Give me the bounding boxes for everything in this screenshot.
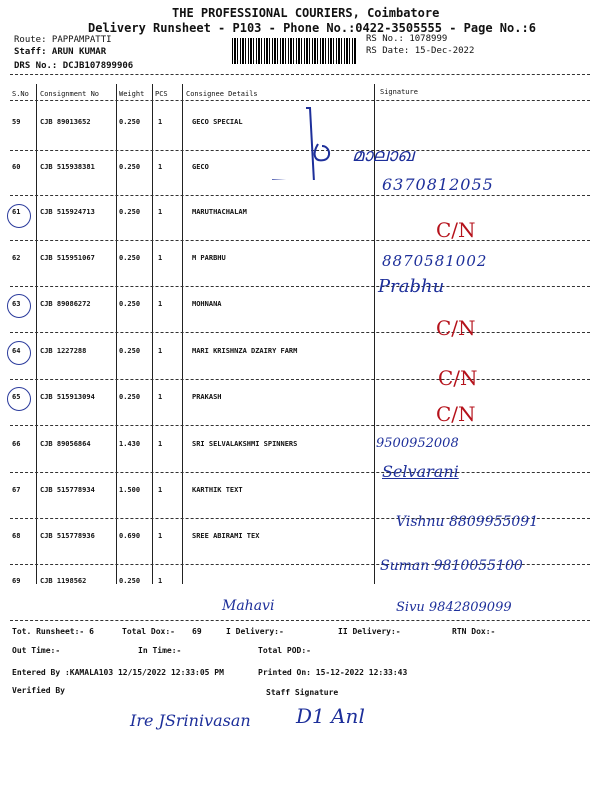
row-weight: 0.690: [119, 532, 141, 540]
entered-by: Entered By :KAMALA103 12/15/2022 12:33:05 PM: [12, 668, 224, 677]
row-consignee: GECO SPECIAL: [192, 118, 243, 126]
row-sno: 67: [12, 486, 21, 494]
row-sno: 62: [12, 254, 21, 262]
row-pcs: 1: [158, 347, 163, 355]
row-weight: 0.250: [119, 254, 141, 262]
verified-by: Verified By: [12, 686, 65, 695]
i-delivery: I Delivery:-: [226, 627, 284, 636]
signature-59: മാലാഖ: [352, 145, 414, 166]
row-weight: 0.250: [119, 393, 141, 401]
out-time: Out Time:-: [12, 646, 61, 655]
row-consignee: MOHNANA: [192, 300, 222, 308]
row-divider: [10, 379, 590, 380]
rs-number: RS No.: 1078999: [366, 34, 448, 44]
row-consignee: MARUTHACHALAM: [192, 208, 247, 216]
row-weight: 0.250: [119, 300, 141, 308]
row-consignee: PRAKASH: [192, 393, 222, 401]
row-consignment: CJB 515778936: [40, 532, 95, 540]
row-pcs: 1: [158, 577, 163, 585]
row-consignment: CJB 515938381: [40, 163, 95, 171]
row-consignment: CJB 1198562: [40, 577, 87, 585]
row-pcs: 1: [158, 163, 163, 171]
row-weight: 0.250: [119, 118, 141, 126]
col-weight: Weight: [119, 90, 145, 98]
total-dox-label: Total Dox:-: [122, 627, 175, 636]
row-weight: 0.250: [119, 163, 141, 171]
row-sno: 68: [12, 532, 21, 540]
row-consignment: CJB 89056864: [40, 440, 91, 448]
row-pcs: 1: [158, 393, 163, 401]
phone-62: 8870581002: [382, 252, 488, 270]
row-consignee: GECO: [192, 163, 209, 171]
col-signature: Signature: [380, 88, 418, 96]
barcode: [232, 38, 357, 64]
row-consignee: SREE ABIRAMI TEX: [192, 532, 260, 540]
row-64-mark: [7, 341, 31, 365]
row-sno: 69: [12, 577, 21, 585]
row-pcs: 1: [158, 532, 163, 540]
route-label: Route: PAPPAMPATTI: [14, 35, 112, 45]
company-name: THE PROFESSIONAL COURIERS, Coimbatore: [172, 6, 440, 20]
drs-number: DRS No.: DCJB107899906: [14, 61, 134, 71]
row-divider: [10, 286, 590, 287]
signature-66: Selvarani: [382, 462, 459, 481]
row-weight: 1.430: [119, 440, 141, 448]
bracket-stroke: [270, 100, 600, 180]
row-sno: 64: [12, 347, 21, 355]
row-sno: 59: [12, 118, 21, 126]
signature-62: Prabhu: [378, 276, 445, 297]
rs-date: RS Date: 15-Dec-2022: [366, 46, 475, 56]
runsheet-title: Delivery Runsheet - P103 - Phone No.:0422-3505555 - Page No.:6: [88, 21, 536, 35]
signature-69-a: Mahavi: [222, 598, 275, 614]
row-pcs: 1: [158, 254, 163, 262]
row-weight: 0.250: [119, 577, 141, 585]
phone-59: 6370812055: [382, 175, 494, 194]
row-divider: [10, 472, 590, 473]
col-pcs: PCS: [155, 90, 168, 98]
row-pcs: 1: [158, 300, 163, 308]
staff-signature-label: Staff Signature: [266, 688, 339, 697]
rtn-dox: RTN Dox:-: [452, 627, 496, 636]
verified-signature: Ire JSrinivasan: [130, 711, 251, 730]
total-pod: Total POD:-: [258, 646, 311, 655]
col-consignment: Consignment No: [40, 90, 100, 98]
row-divider: [10, 195, 590, 196]
row-pcs: 1: [158, 486, 163, 494]
cn-65: C/N: [436, 402, 476, 426]
row-consignment: CJB 89086272: [40, 300, 91, 308]
row-consignee: M PARBHU: [192, 254, 226, 262]
signature-68: Suman 9810055100: [380, 558, 523, 574]
row-weight: 1.500: [119, 486, 141, 494]
row-sno: 61: [12, 208, 21, 216]
row-consignment: CJB 515951067: [40, 254, 95, 262]
row-sno: 66: [12, 440, 21, 448]
row-61-mark: [7, 204, 31, 228]
ii-delivery: II Delivery:-: [338, 627, 401, 636]
cn-61: C/N: [436, 218, 476, 242]
row-sno: 60: [12, 163, 21, 171]
row-divider: [10, 425, 590, 426]
signature-67: Vishnu 8809955091: [396, 514, 539, 530]
row-pcs: 1: [158, 118, 163, 126]
staff-signature: D1 Anl: [296, 704, 365, 728]
cn-63: C/N: [436, 316, 476, 340]
staff-label: Staff: ARUN KUMAR: [14, 47, 107, 57]
row-consignee: SRI SELVALAKSHMI SPINNERS: [192, 440, 298, 448]
row-consignment: CJB 89013652: [40, 118, 91, 126]
in-time: In Time:-: [138, 646, 182, 655]
row-63-mark: [7, 294, 31, 318]
row-65-mark: [7, 387, 31, 411]
row-consignment: CJB 515778934: [40, 486, 95, 494]
row-sno: 65: [12, 393, 21, 401]
row-consignment: CJB 1227288: [40, 347, 87, 355]
row-weight: 0.250: [119, 208, 141, 216]
row-consignee: KARTHIK TEXT: [192, 486, 243, 494]
row-consignee: MARI KRISHNZA DZAIRY FARM: [192, 347, 298, 355]
total-dox-value: 69: [192, 627, 202, 636]
row-divider: [10, 240, 590, 241]
row-divider: [10, 332, 590, 333]
printed-on: Printed On: 15-12-2022 12:33:43: [258, 668, 408, 677]
col-consignee: Consignee Details: [186, 90, 258, 98]
phone-66: 9500952008: [376, 436, 459, 451]
row-pcs: 1: [158, 440, 163, 448]
row-sno: 63: [12, 300, 21, 308]
cn-64: C/N: [438, 366, 478, 390]
col-sno: S.No: [12, 90, 29, 98]
row-consignment: CJB 515913094: [40, 393, 95, 401]
tot-runsheet: Tot. Runsheet:- 6: [12, 627, 94, 636]
signature-69-b: Sivu 9842809099: [396, 600, 512, 615]
row-consignment: CJB 515924713: [40, 208, 95, 216]
row-weight: 0.250: [119, 347, 141, 355]
row-pcs: 1: [158, 208, 163, 216]
